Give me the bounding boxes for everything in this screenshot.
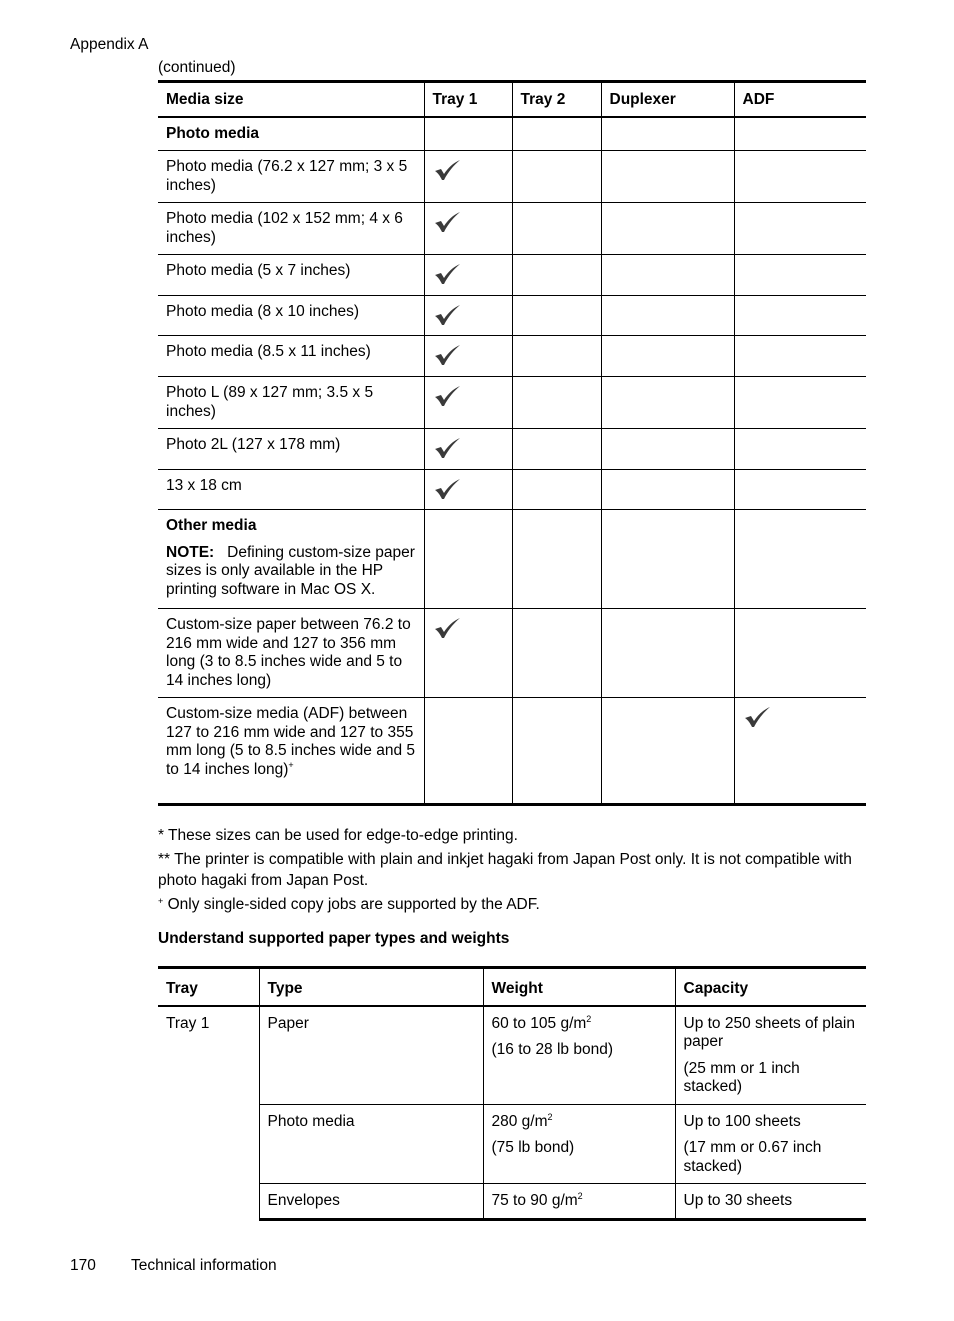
- tray1-support-cell: [424, 296, 512, 336]
- footnote: [158, 825, 868, 846]
- footnote-text: ** The printer is compatible with plain and inkjet hagaki from Japan Post only. It is not compatible with photo hagaki from Japan Post.: [158, 851, 852, 889]
- media-size-cell: [158, 609, 424, 698]
- tray2-support-cell: [512, 151, 601, 203]
- media-size-cell: [158, 429, 424, 470]
- paper-table-row: [158, 1104, 866, 1184]
- media-table-row: [158, 609, 866, 698]
- media-size-table: [158, 80, 866, 806]
- header-tray1: Tray 1: [424, 82, 512, 117]
- media-table-header-row: [158, 82, 866, 117]
- header-adf: ADF: [734, 82, 866, 117]
- tray1-support-cell: [424, 336, 512, 377]
- capacity-line: Up to 250 sheets of plain paper: [683, 1014, 855, 1050]
- media-size-label: Other media: [166, 517, 257, 534]
- adf-support-cell: [734, 151, 866, 203]
- page-number: 170: [70, 1257, 96, 1274]
- adf-support-cell: [734, 117, 866, 151]
- media-size-label: Photo media: [166, 124, 260, 142]
- media-size-label: Photo media (8 x 10 inches): [166, 303, 359, 320]
- media-size-label: Photo media (5 x 7 inches): [166, 262, 351, 279]
- tray1-support-cell: [424, 255, 512, 296]
- checkmark-icon: [433, 478, 461, 500]
- capacity-cell: [675, 1184, 866, 1220]
- tray1-support-cell: [424, 377, 512, 429]
- tray2-support-cell: [512, 117, 601, 151]
- checkmark-icon: [433, 211, 461, 233]
- media-table-row: [158, 510, 866, 609]
- adf-support-cell: [734, 377, 866, 429]
- note-label: NOTE:: [166, 543, 215, 561]
- weight-cell: [483, 1006, 675, 1105]
- tray2-support-cell: [512, 255, 601, 296]
- footnote-marker: +: [288, 759, 294, 770]
- media-table-row: [158, 117, 866, 151]
- tray1-support-cell: [424, 117, 512, 151]
- capacity-line: (25 mm or 1 inch stacked): [683, 1059, 800, 1095]
- duplexer-support-cell: [601, 151, 734, 203]
- duplexer-support-cell: [601, 470, 734, 510]
- footnote-text: Only single-sided copy jobs are supported by the ADF.: [163, 896, 540, 913]
- capacity-cell: [675, 1104, 866, 1184]
- weight-cell: [483, 1184, 675, 1220]
- paper-type: Envelopes: [267, 1192, 340, 1209]
- header-tray2: Tray 2: [512, 82, 601, 117]
- media-size-label: Custom-size media (ADF) between 127 to 216 mm wide and 127 to 355 mm long (5 to 8.5 inches wide and 5 to 14 inches long): [166, 705, 415, 778]
- tray-cell: [158, 1006, 259, 1220]
- checkmark-icon: [433, 344, 461, 366]
- media-size-label: Photo 2L (127 x 178 mm): [166, 436, 341, 453]
- duplexer-support-cell: [601, 698, 734, 805]
- media-size-cell: [158, 336, 424, 377]
- media-size-label: 13 x 18 cm: [166, 477, 242, 494]
- weight-line: 75 to 90 $g/m^2$: [491, 1191, 583, 1209]
- tray1-support-cell: [424, 698, 512, 805]
- tray1-support-cell: [424, 510, 512, 609]
- footnote-marker: +: [158, 896, 164, 906]
- adf-support-cell: [734, 609, 866, 698]
- tray2-support-cell: [512, 336, 601, 377]
- capacity-cell: [675, 1006, 866, 1105]
- continued-label: (continued): [158, 59, 236, 76]
- checkmark-icon: [433, 159, 461, 181]
- duplexer-support-cell: [601, 377, 734, 429]
- duplexer-support-cell: [601, 609, 734, 698]
- media-table-row: [158, 429, 866, 470]
- paper-table-header-row: [158, 968, 866, 1006]
- duplexer-support-cell: [601, 510, 734, 609]
- footnote: [158, 849, 868, 891]
- weight-line: (75 lb bond): [491, 1139, 575, 1156]
- media-table-row: [158, 151, 866, 203]
- header-media-size: Media size: [158, 82, 424, 117]
- running-head: Appendix A: [70, 36, 149, 53]
- adf-support-cell: [734, 429, 866, 470]
- adf-support-cell: [734, 336, 866, 377]
- checkmark-icon: [433, 617, 461, 639]
- duplexer-support-cell: [601, 336, 734, 377]
- tray1-support-cell: [424, 609, 512, 698]
- footnote: [158, 894, 868, 915]
- media-table-row: [158, 470, 866, 510]
- media-size-cell: [158, 377, 424, 429]
- adf-support-cell: [734, 698, 866, 805]
- adf-support-cell: [734, 510, 866, 609]
- duplexer-support-cell: [601, 117, 734, 151]
- paper-types-table: [158, 966, 866, 1221]
- media-table-row: [158, 255, 866, 296]
- weight-line: 280 $g/m^2$: [491, 1111, 553, 1130]
- media-table-row: [158, 336, 866, 377]
- header-capacity: Capacity: [675, 968, 866, 1006]
- tray2-support-cell: [512, 510, 601, 609]
- tray2-support-cell: [512, 609, 601, 698]
- media-size-label: Custom-size paper between 76.2 to 216 mm wide and 127 to 356 mm long (3 to 8.5 inches wide and 5 to 14 inches long): [166, 616, 411, 689]
- capacity-line: Up to 30 sheets: [683, 1192, 793, 1209]
- media-table-row: [158, 698, 866, 805]
- checkmark-icon: [433, 437, 461, 459]
- checkmark-icon: [433, 304, 461, 326]
- tray2-support-cell: [512, 377, 601, 429]
- footer-section: Technical information: [131, 1257, 277, 1274]
- header-duplexer: Duplexer: [601, 82, 734, 117]
- tray1-support-cell: [424, 203, 512, 255]
- tray2-support-cell: [512, 698, 601, 805]
- media-size-label: Photo media (102 x 152 mm; 4 x 6 inches): [166, 210, 403, 246]
- media-size-label: Photo L (89 x 127 mm; 3.5 x 5 inches): [166, 384, 374, 420]
- paper-table-row: [158, 1006, 866, 1105]
- tray1-support-cell: [424, 151, 512, 203]
- media-size-cell: [158, 255, 424, 296]
- duplexer-support-cell: [601, 255, 734, 296]
- media-table-row: [158, 296, 866, 336]
- tray2-support-cell: [512, 296, 601, 336]
- duplexer-support-cell: [601, 429, 734, 470]
- superscript: 2: [577, 1191, 583, 1201]
- note-text: Defining custom-size paper sizes is only available in the HP printing software in Mac OS X.: [166, 543, 415, 598]
- type-cell: [259, 1184, 483, 1220]
- weight-cell: [483, 1104, 675, 1184]
- adf-support-cell: [734, 203, 866, 255]
- media-size-cell: [158, 510, 424, 609]
- type-cell: [259, 1104, 483, 1184]
- header-weight: Weight: [483, 968, 675, 1006]
- header-type: Type: [259, 968, 483, 1006]
- paper-type: Photo media: [267, 1112, 355, 1130]
- footnote-text: * These sizes can be used for edge-to-edge printing.: [158, 827, 518, 844]
- tray2-support-cell: [512, 429, 601, 470]
- weight-line: (16 to 28 lb bond): [491, 1041, 614, 1058]
- note: [166, 544, 416, 600]
- duplexer-support-cell: [601, 296, 734, 336]
- media-table-row: [158, 203, 866, 255]
- adf-support-cell: [734, 470, 866, 510]
- capacity-line: (17 mm or 0.67 inch stacked): [683, 1139, 822, 1175]
- weight-line: 60 to 105 $g/m^2$: [491, 1013, 592, 1032]
- media-size-label: Photo media (76.2 x 127 mm; 3 x 5 inches): [166, 158, 408, 194]
- checkmark-icon: [433, 263, 461, 285]
- checkmark-icon: [433, 385, 461, 407]
- media-size-cell: [158, 698, 424, 805]
- media-size-cell: [158, 117, 424, 151]
- media-size-cell: [158, 203, 424, 255]
- type-cell: [259, 1006, 483, 1105]
- tray1-support-cell: [424, 429, 512, 470]
- header-tray: Tray: [158, 968, 259, 1006]
- tray-label: Tray 1: [166, 1014, 210, 1032]
- capacity-line: Up to 100 sheets: [683, 1112, 801, 1130]
- tray1-support-cell: [424, 470, 512, 510]
- superscript: 2: [547, 1111, 553, 1122]
- duplexer-support-cell: [601, 203, 734, 255]
- superscript: 2: [586, 1013, 592, 1024]
- tray2-support-cell: [512, 470, 601, 510]
- media-size-cell: [158, 470, 424, 510]
- media-table-row: [158, 377, 866, 429]
- tray2-support-cell: [512, 203, 601, 255]
- checkmark-icon: [743, 706, 771, 728]
- section-heading: Understand supported paper types and weights: [158, 930, 510, 947]
- media-size-cell: [158, 151, 424, 203]
- media-size-cell: [158, 296, 424, 336]
- paper-type: Paper: [267, 1014, 309, 1032]
- paper-table-row: [158, 1184, 866, 1220]
- media-size-label: Photo media (8.5 x 11 inches): [166, 343, 371, 360]
- adf-support-cell: [734, 255, 866, 296]
- adf-support-cell: [734, 296, 866, 336]
